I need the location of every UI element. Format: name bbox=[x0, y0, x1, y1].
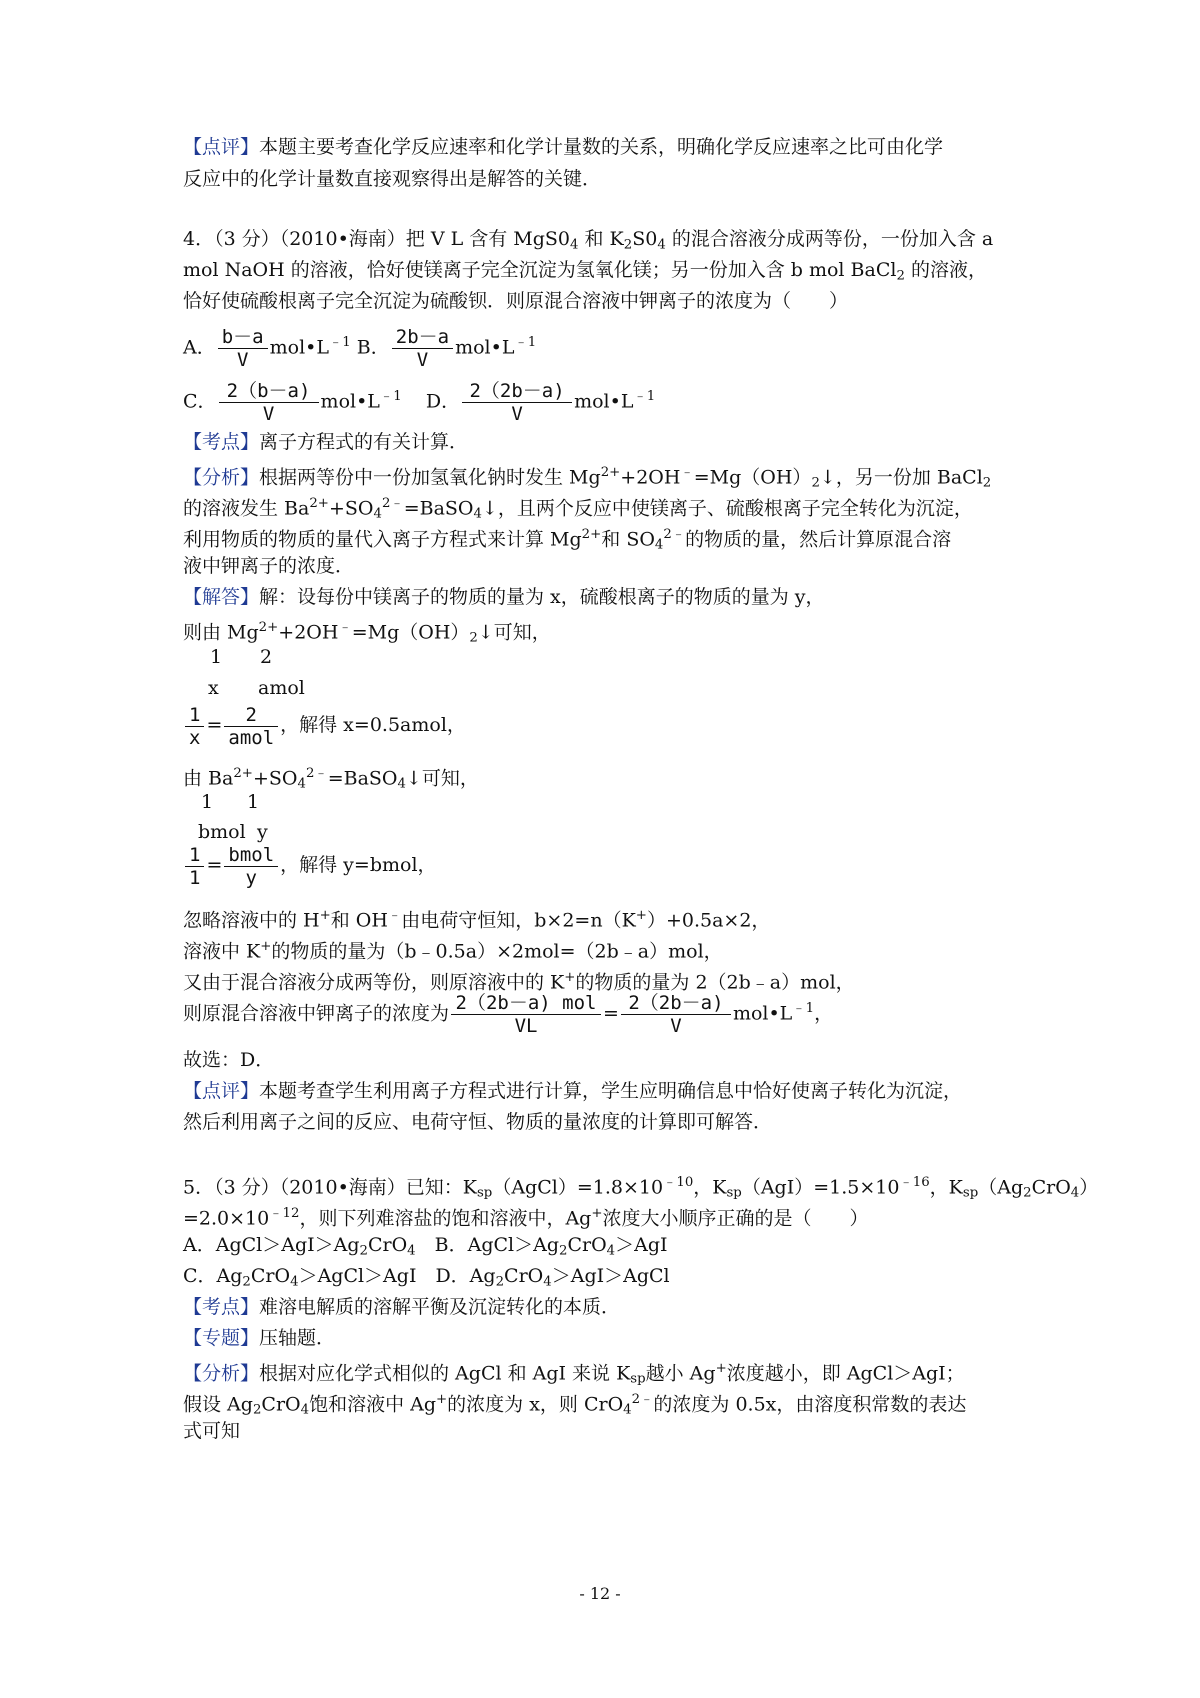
q5-options-ab: A．$AgCl>AgI>Ag_2CrO_4$ B．$AgCl>Ag_2CrO_4>AgI$ bbox=[183, 1234, 668, 1259]
q4-stem-line-1: 4．（3 分）（2010•海南）把 V L 含有 $MgS0_4$ 和 $K_2S0_4$ 的混合溶液分成两等份，一份加入含 a bbox=[183, 228, 994, 253]
coef-bmol: bmol bbox=[198, 821, 246, 843]
option-c-fraction: $\frac{2(b-a)}{V}$ bbox=[219, 380, 319, 425]
q5-stem-line-1: 5．（3 分）（2010•海南）已知：$K_{sp}(AgCl)=1.8\times 10^{﹣10}$，$K_{sp}(AgI)=1.5\times 10^{﹣16}$，$K_{sp}(Ag_2CrO_4)$ bbox=[183, 1175, 1099, 1201]
q4-analysis-line-4: 液中钾离子的浓度． bbox=[183, 555, 355, 577]
q4-solution-line-4: 忽略溶液中的 H+和 OH﹣由电荷守恒知，b×2=n（K+）+0.5a×2， bbox=[183, 908, 771, 932]
coef-4: 1 bbox=[247, 791, 260, 813]
coef-2: 2 bbox=[260, 646, 273, 668]
q5-analysis-line-3: 式可知 bbox=[183, 1420, 241, 1442]
q4-solution-line-6: 又由于混合溶液分成两等份，则原溶液中的 K+的物质的量为 2（2b﹣a）mol， bbox=[183, 970, 855, 994]
q4-solution-line-3: 由 $Ba^{2+}+SO_4^{2﹣}=BaSO_4↓$可知， bbox=[183, 766, 479, 792]
comment-tag: 【点评】 bbox=[183, 136, 260, 158]
page-number: - 12 - bbox=[579, 1584, 621, 1603]
q4-analysis-line-3: 利用物质的物质的量代入离子方程式来计算 $Mg^{2+}$和 $SO_4^{2﹣}$的物质的量，然后计算原混合溶 bbox=[183, 527, 952, 553]
q4-analysis-line-2: 的溶液发生 $Ba^{2+}+SO_4^{2﹣}=BaSO_4↓$，且两个反应中使镁离子、硫酸根离子完全转化为沉淀， bbox=[183, 496, 973, 522]
q4-proportion-1: $\frac{1}{x}$ = $\frac{2}{\text{amol}}$ ，解得 x=0.5amol， bbox=[183, 700, 466, 750]
comment-line-2: 反应中的化学计量数直接观察得出是解答的关键． bbox=[183, 168, 602, 190]
q4-comment-line-2: 然后利用离子之间的反应、电荷守恒、物质的量浓度的计算即可解答． bbox=[183, 1111, 773, 1133]
coef-y: y bbox=[257, 821, 268, 843]
q4-comment-line-1: 【点评】本题考查学生利用离子方程式进行计算，学生应明确信息中恰好使离子转化为沉淀， bbox=[183, 1080, 963, 1102]
coef-amol: amol bbox=[258, 677, 305, 699]
q5-stem-line-2: $=2.0\times 10^{﹣12}$，则下列难溶盐的饱和溶液中，Ag+浓度大小顺序正确的是（ ） bbox=[183, 1206, 869, 1230]
q4-proportion-2: $\frac{1}{1}$ = $\frac{\text{bmol}}{y}$ ，解得 y=bmol， bbox=[183, 840, 437, 890]
q4-solution-line-2: 则由 $Mg^{2+}+2OH^﹣=Mg(OH)_2↓$可知， bbox=[183, 620, 551, 646]
coef-1: 1 bbox=[210, 646, 223, 668]
q4-solution-line-1: 【解答】解：设每份中镁离子的物质的量为 x，硫酸根离子的物质的量为 y， bbox=[183, 586, 825, 608]
q4-stem-line-2: mol NaOH 的溶液，恰好使镁离子完全沉淀为氢氧化镁；另一份加入含 b mol BaCl$_2$ 的溶液， bbox=[183, 259, 987, 284]
q4-keypoint: 【考点】离子方程式的有关计算． bbox=[183, 431, 469, 453]
q4-analysis-line-1: 【分析】根据两等份中一份加氢氧化钠时发生 $Mg^{2+}+2OH^﹣=Mg(OH)_2↓$，另一份加 BaCl$_2$ bbox=[183, 465, 992, 491]
q4-solution-line-5: 溶液中 K+的物质的量为（b﹣0.5a）×2mol=（2b﹣a）mol， bbox=[183, 939, 723, 963]
q5-analysis-line-2: 假设 $Ag_2CrO_4$饱和溶液中 Ag+的浓度为 x，则 CrO$_4^{2﹣}$的浓度为 0.5x，由溶度积常数的表达 bbox=[183, 1392, 967, 1418]
comment-line-1: 【点评】本题主要考查化学反应速率和化学计量数的关系，明确化学反应速率之比可由化学 bbox=[183, 136, 944, 158]
coef-x: x bbox=[208, 677, 219, 699]
q4-solution-line-7: 则原混合溶液中钾离子的浓度为 $\frac{\text{2（2b－a) mol}}{VL}$ = $\frac{2(2b-a)}{V}$ $mol•L^{﹣1}$， bbox=[183, 991, 834, 1037]
coef-3: 1 bbox=[201, 791, 214, 813]
q5-options-cd: C．$Ag_2CrO_4>AgCl>AgI$ D．$Ag_2CrO_4>AgI>AgCl$ bbox=[183, 1265, 670, 1290]
q5-analysis-line-1: 【分析】根据对应化学式相似的 AgCl 和 AgI 来说 $K_{sp}$越小 Ag+浓度越小，即 AgCl＞AgI； bbox=[183, 1361, 965, 1387]
option-a-fraction: $\frac{b-a}{V}$ bbox=[218, 326, 268, 371]
q5-keypoint: 【考点】难溶电解质的溶解平衡及沉淀转化的本质． bbox=[183, 1296, 621, 1318]
option-b-fraction: $\frac{2b-a}{V}$ bbox=[392, 326, 453, 371]
q5-topic: 【专题】压轴题． bbox=[183, 1327, 336, 1349]
option-d-fraction: $\frac{2(2b-a)}{V}$ bbox=[462, 380, 572, 425]
q4-stem-line-3: 恰好使硫酸根离子完全沉淀为硫酸钡．则原混合溶液中钾离子的浓度为（ ） bbox=[183, 290, 849, 312]
q4-options-cd: C． $\frac{2(b-a)}{V}$ $mol•L^{﹣1}$ D． $\frac{2(2b-a)}{V}$ $mol•L^{﹣1}$ bbox=[183, 379, 656, 425]
q4-choice: 故选：D． bbox=[183, 1049, 275, 1071]
q4-options-ab: A． $\frac{b-a}{V}$ $mol•L^{﹣1}$ B． $\frac{2b-a}{V}$ $mol•L^{﹣1}$ bbox=[183, 325, 537, 371]
